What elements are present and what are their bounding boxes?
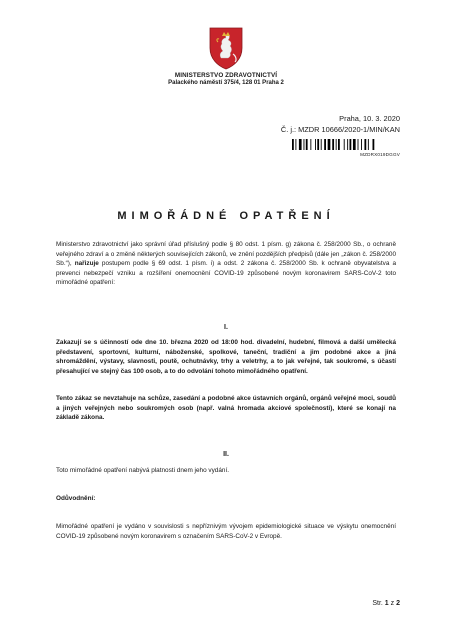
section-1-heading: I. (224, 324, 228, 331)
intro-paragraph (56, 240, 396, 288)
justification-heading: Odůvodnění: (56, 495, 96, 502)
place-date: Praha, 10. 3. 2020 (339, 114, 400, 123)
intro-text-1: Ministerstvo zdravotnictví jako správní úřad příslušný podle § 80 odst. 1 písm. g) zákona č. 258/2000 Sb., o ochraně veřejného zdraví a o změně některých souvisejících zákonů, ve znění pozdějších předpisů (dále jen „zákon č. 258/2000 Sb.“), (56, 241, 396, 268)
page-separator: z (388, 600, 397, 607)
document-title: MIMOŘÁDNÉ OPATŘENÍ (117, 210, 335, 222)
ministry-header (0, 72, 452, 86)
page-number (372, 600, 400, 607)
document-meta (281, 113, 400, 135)
section-1-paragraph-1: Zakazují se s účinností ode dne 10. března 2020 od 18:00 hod. divadelní, hudební, filmová a další umělecká představení, sportovní, kulturní, náboženské, spolkové, taneční, tradiční a jim podobné akce a jiná shromáždění, výstavy, slavnosti, poutě, ochutnávky, trhy a veletrhy, a to jak veřejné, tak soukromé, s účastí přesahující ve stejný čas 100 osob, a to do odvolání tohoto mimořádného opatření. (56, 339, 396, 375)
section-1-paragraph-2: Tento zákaz se nevztahuje na schůze, zasedání a podobné akce ústavních orgánů, orgánů veřejné moci, soudů a jiných veřejných nebo soukromých osob (např. valná hromada akciové společnosti), které se konají na základě zákona. (56, 395, 396, 422)
section-2-heading: II. (223, 451, 229, 458)
page-prefix: Str. (372, 600, 385, 607)
barcode-caption: MZDRX019DGGV (360, 152, 400, 157)
page-total: 2 (396, 600, 400, 607)
page-current: 1 (384, 600, 389, 607)
justification-paragraph: Mimořádné opatření je vydáno v souvislosti s nepříznivým vývojem epidemiologické situace ve výskytu onemocnění COVID-19 způsobené novým koronavirem s označením SARS-CoV-2 v Evropě. (56, 523, 396, 540)
reference-number: Č. j.: MZDR 10666/2020-1/MIN/KAN (280, 125, 400, 134)
intro-text-2: postupem podle § 69 odst. 1 písm. i) a odst. 2 zákona č. 258/2000 Sb. k ochraně obyvatelstva a prevenci nebezpečí vzniku a rozšíření onemocnění COVID-19 způsobené novým koronavirem SARS-CoV-2 toto mimořádné opatření: (56, 260, 396, 287)
czech-coat-of-arms-icon (208, 26, 244, 70)
barcode-icon (292, 139, 400, 150)
section-2-paragraph: Toto mimořádné opatření nabývá platnosti dnem jeho vydání. (56, 467, 230, 474)
intro-verb: nařizuje (74, 260, 99, 268)
ministry-name: MINISTERSTVO ZDRAVOTNICTVÍ (174, 72, 278, 79)
ministry-address: Palackého náměstí 375/4, 128 01 Praha 2 (168, 80, 284, 86)
